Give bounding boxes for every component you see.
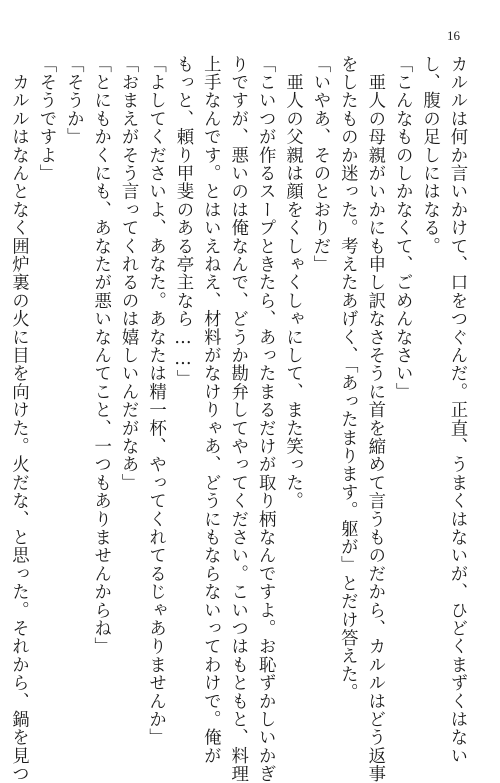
text-line: もっと、頼り甲斐のある亭主なら……」 xyxy=(172,55,193,388)
text-line: カルルは何か言いかけて、口をつぐんだ。正直、うまくはないが、ひどくまずくはない xyxy=(447,55,467,765)
page-number: 16 xyxy=(447,28,460,43)
text-line: 「こいつが作るスープときたら、あったまるだけが取り柄なんですよ。お恥ずかしいかぎ xyxy=(255,55,276,783)
text-line: 「よしてくださいよ、あなた。あなたは精一杯、やってくれてるじゃありませんか」 xyxy=(145,55,166,747)
text-line: カルルはなんとなく囲炉裏の火に目を向けた。火だな、と思った。それから、鍋を見つ xyxy=(8,55,29,783)
text-line: 「おまえがそう言ってくれるのは嬉しいんだがなあ」 xyxy=(118,55,139,492)
text-line: 「そうか」 xyxy=(63,55,84,146)
text-line: りですが、悪いのは俺なんで、どうか勘弁してやってください。こいつはもともと、料理 xyxy=(227,55,248,783)
text-line: し、腹の足しにはなる。 xyxy=(419,55,440,256)
text-line: 亜人の父親は顔をくしゃくしゃにして、また笑った。 xyxy=(282,55,303,510)
text-line: 「とにもかくにも、あなたが悪いなんてこと、一つもありませんからね」 xyxy=(90,55,111,656)
text-line: 亜人の母親がいかにも申し訳なさそうに首を縮めて言うものだから、カルルはどう返事 xyxy=(364,55,385,783)
text-line: をしたものか迷った。考えたあげく、「あったまります。躯が」とだけ答えた。 xyxy=(337,55,358,702)
vertical-text-body xyxy=(4,55,470,783)
text-line: 「そうですよ」 xyxy=(35,55,56,183)
text-line: 上手なんです。とはいえねえ、材料がなけりゃあ、どうにもならないってわけで。俺が xyxy=(200,55,221,765)
text-line: 「こんなものしかなくて、ごめんなさい」 xyxy=(392,55,413,401)
text-line: 「いやあ、そのとおりだ」 xyxy=(309,55,330,274)
